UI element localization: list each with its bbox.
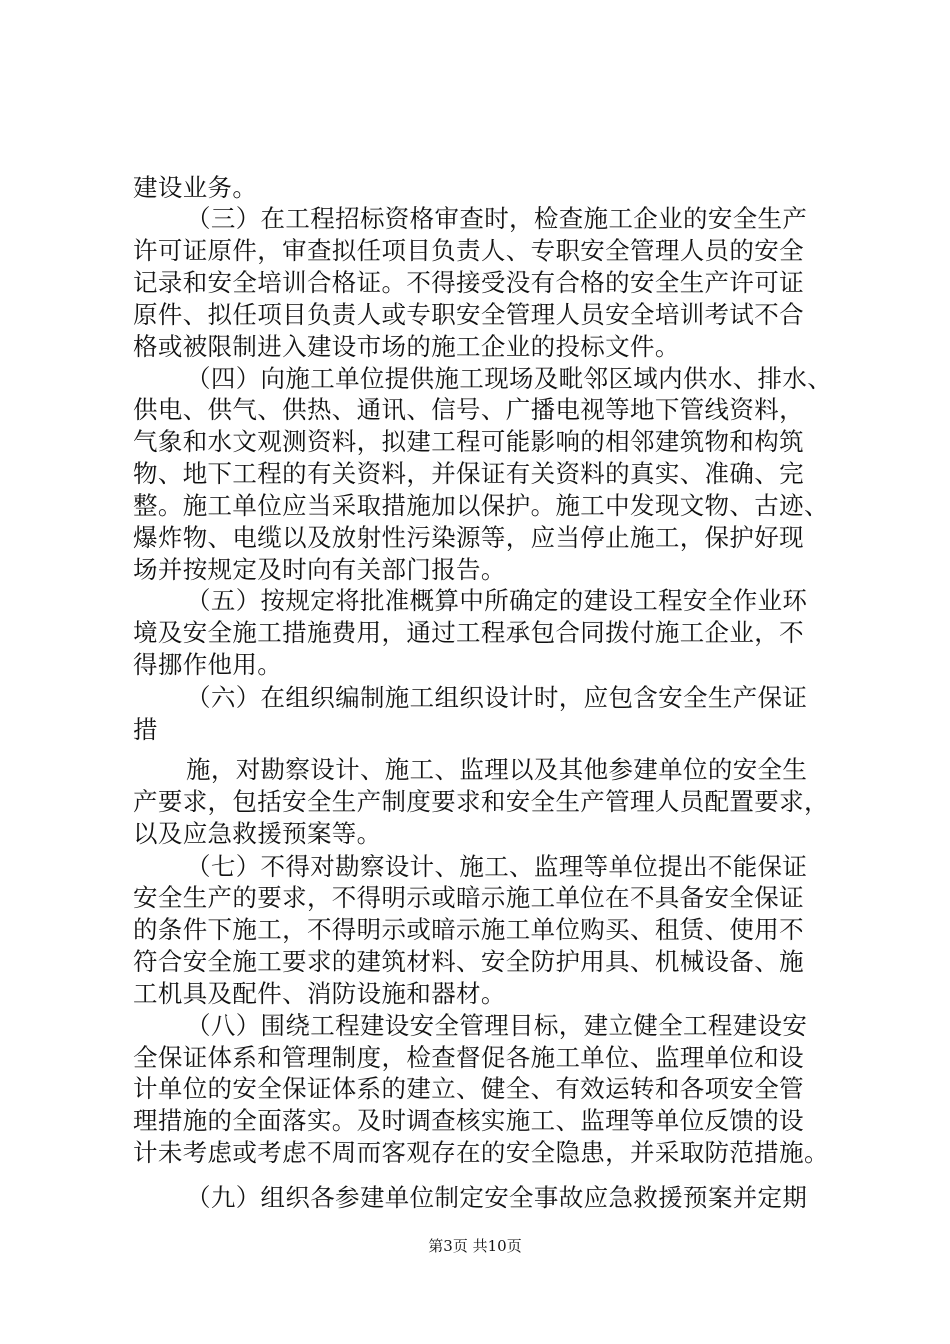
text-line: 格或被限制进入建设市场的施工企业的投标文件。 <box>133 332 680 361</box>
text-line: 全保证体系和管理制度，检查督促各施工单位、监理单位和设 <box>133 1043 804 1072</box>
text-line: （三）在工程招标资格审查时，检查施工企业的安全生产 <box>186 204 808 233</box>
text-line: （九）组织各参建单位制定安全事故应急救援预案并定期 <box>186 1183 808 1212</box>
text-line: 产要求，包括安全生产制度要求和安全生产管理人员配置要求， <box>133 787 829 816</box>
text-line: 整。施工单位应当采取措施加以保护。施工中发现文物、古迹、 <box>133 491 829 520</box>
text-line: 的条件下施工，不得明示或暗示施工单位购买、租赁、使用不 <box>133 915 804 944</box>
page-number: 第3页 共10页 <box>428 1237 522 1255</box>
text-line: 记录和安全培训合格证。不得接受没有合格的安全生产许可证 <box>133 268 804 297</box>
text-line: 计未考虑或考虑不周而客观存在的安全隐患，并采取防范措施。 <box>133 1138 829 1167</box>
text-line: 许可证原件，审查拟任项目负责人、专职安全管理人员的安全 <box>133 236 804 265</box>
text-line: 计单位的安全保证体系的建立、健全、有效运转和各项安全管 <box>133 1074 804 1103</box>
text-line: 措 <box>133 715 158 744</box>
text-line: 理措施的全面落实。及时调查核实施工、监理等单位反馈的设 <box>133 1106 804 1135</box>
text-line: （四）向施工单位提供施工现场及毗邻区域内供水、排水、 <box>186 364 833 393</box>
text-line: 爆炸物、电缆以及放射性污染源等，应当停止施工，保护好现 <box>133 523 804 552</box>
text-line: 以及应急救援预案等。 <box>133 819 382 848</box>
text-line: 安全生产的要求，不得明示或暗示施工单位在不具备安全保证 <box>133 883 804 912</box>
text-line: （五）按规定将批准概算中所确定的建设工程安全作业环 <box>186 586 808 615</box>
text-line: 供电、供气、供热、通讯、信号、广播电视等地下管线资料， <box>133 395 804 424</box>
text-line: 符合安全施工要求的建筑材料、安全防护用具、机械设备、施 <box>133 947 804 976</box>
text-line: 境及安全施工措施费用，通过工程承包合同拨付施工企业，不 <box>133 618 804 647</box>
text-line: 工机具及配件、消防设施和器材。 <box>133 979 506 1008</box>
text-line: 场并按规定及时向有关部门报告。 <box>133 555 506 584</box>
text-line: 建设业务。 <box>133 173 258 202</box>
text-line: 物、地下工程的有关资料，并保证有关资料的真实、准确、完 <box>133 459 804 488</box>
text-line: （七）不得对勘察设计、施工、监理等单位提出不能保证 <box>186 852 808 881</box>
text-line: （八）围绕工程建设安全管理目标，建立健全工程建设安 <box>186 1011 808 1040</box>
text-line: 得挪作他用。 <box>133 650 283 679</box>
text-line: 气象和水文观测资料，拟建工程可能影响的相邻建筑物和构筑 <box>133 427 804 456</box>
text-line: 施，对勘察设计、施工、监理以及其他参建单位的安全生 <box>186 755 808 784</box>
text-line: 原件、拟任项目负责人或专职安全管理人员安全培训考试不合 <box>133 300 804 329</box>
text-line: （六）在组织编制施工组织设计时，应包含安全生产保证 <box>186 683 808 712</box>
